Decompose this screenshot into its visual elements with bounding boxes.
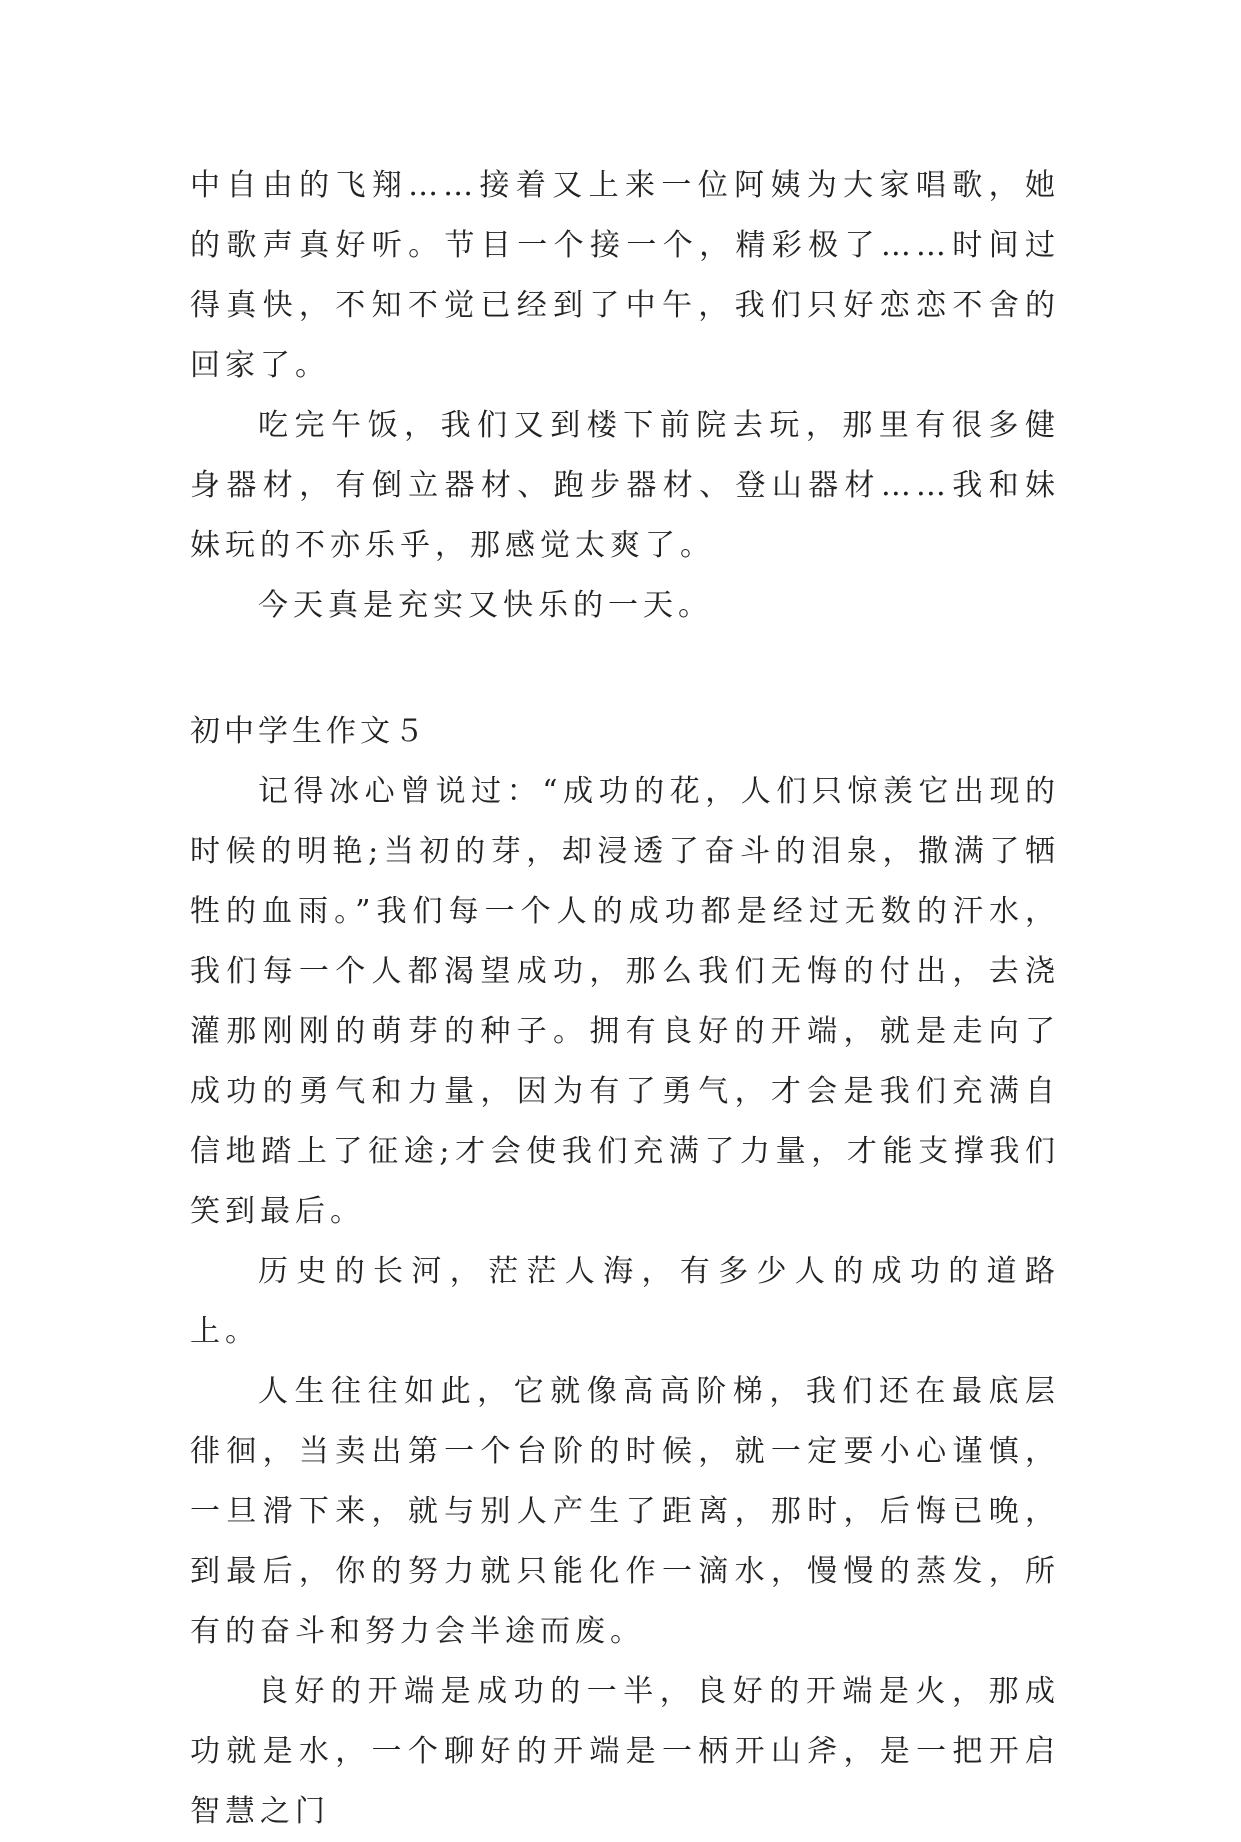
document-body <box>190 156 1060 1842</box>
paragraph-quote: 记得冰心曾说过：“成功的花，人们只惊羡它出现的时候的明艳;当初的芽，却浸透了奋斗的泪泉，撒满了牺牲的血雨。”我们每一个人的成功都是经过无数的汗水，我们每一个人都渴望成功，那么我们无悔的付出，去浇灌那刚刚的萌芽的种子。拥有良好的开端，就是走向了成功的勇气和力量，因为有了勇气，才会是我们充满自信地踏上了征途;才会使我们充满了力量，才能支撑我们笑到最后。 <box>190 774 1060 1229</box>
paragraph-continuation: 中自由的飞翔……接着又上来一位阿姨为大家唱歌，她的歌声真好听。节目一个接一个，精彩极了……时间过得真快，不知不觉已经到了中午，我们只好恋恋不舍的回家了。 <box>190 168 1060 383</box>
paragraph-life: 人生往往如此，它就像高高阶梯，我们还在最底层徘徊，当卖出第一个台阶的时候，就一定要小心谨慎，一旦滑下来，就与别人产生了距离，那时，后悔已晚，到最后，你的努力就只能化作一滴水，慢慢的蒸发，所有的奋斗和努力会半途而废。 <box>190 1374 1060 1649</box>
section-spacer <box>190 636 1060 702</box>
paragraph-conclusion: 今天真是充实又快乐的一天。 <box>258 588 713 623</box>
paragraph-history: 历史的长河，茫茫人海，有多少人的成功的道路上。 <box>190 1254 1060 1349</box>
section-title: 初中学生作文５ <box>190 714 428 749</box>
paragraph-good-start: 良好的开端是成功的一半，良好的开端是火，那成功就是水，一个聊好的开端是一柄开山斧，是一把开启智慧之门 <box>190 1674 1060 1829</box>
paragraph-lunch: 吃完午饭，我们又到楼下前院去玩，那里有很多健身器材，有倒立器材、跑步器材、登山器材……我和妹妹玩的不亦乐乎，那感觉太爽了。 <box>190 408 1060 563</box>
